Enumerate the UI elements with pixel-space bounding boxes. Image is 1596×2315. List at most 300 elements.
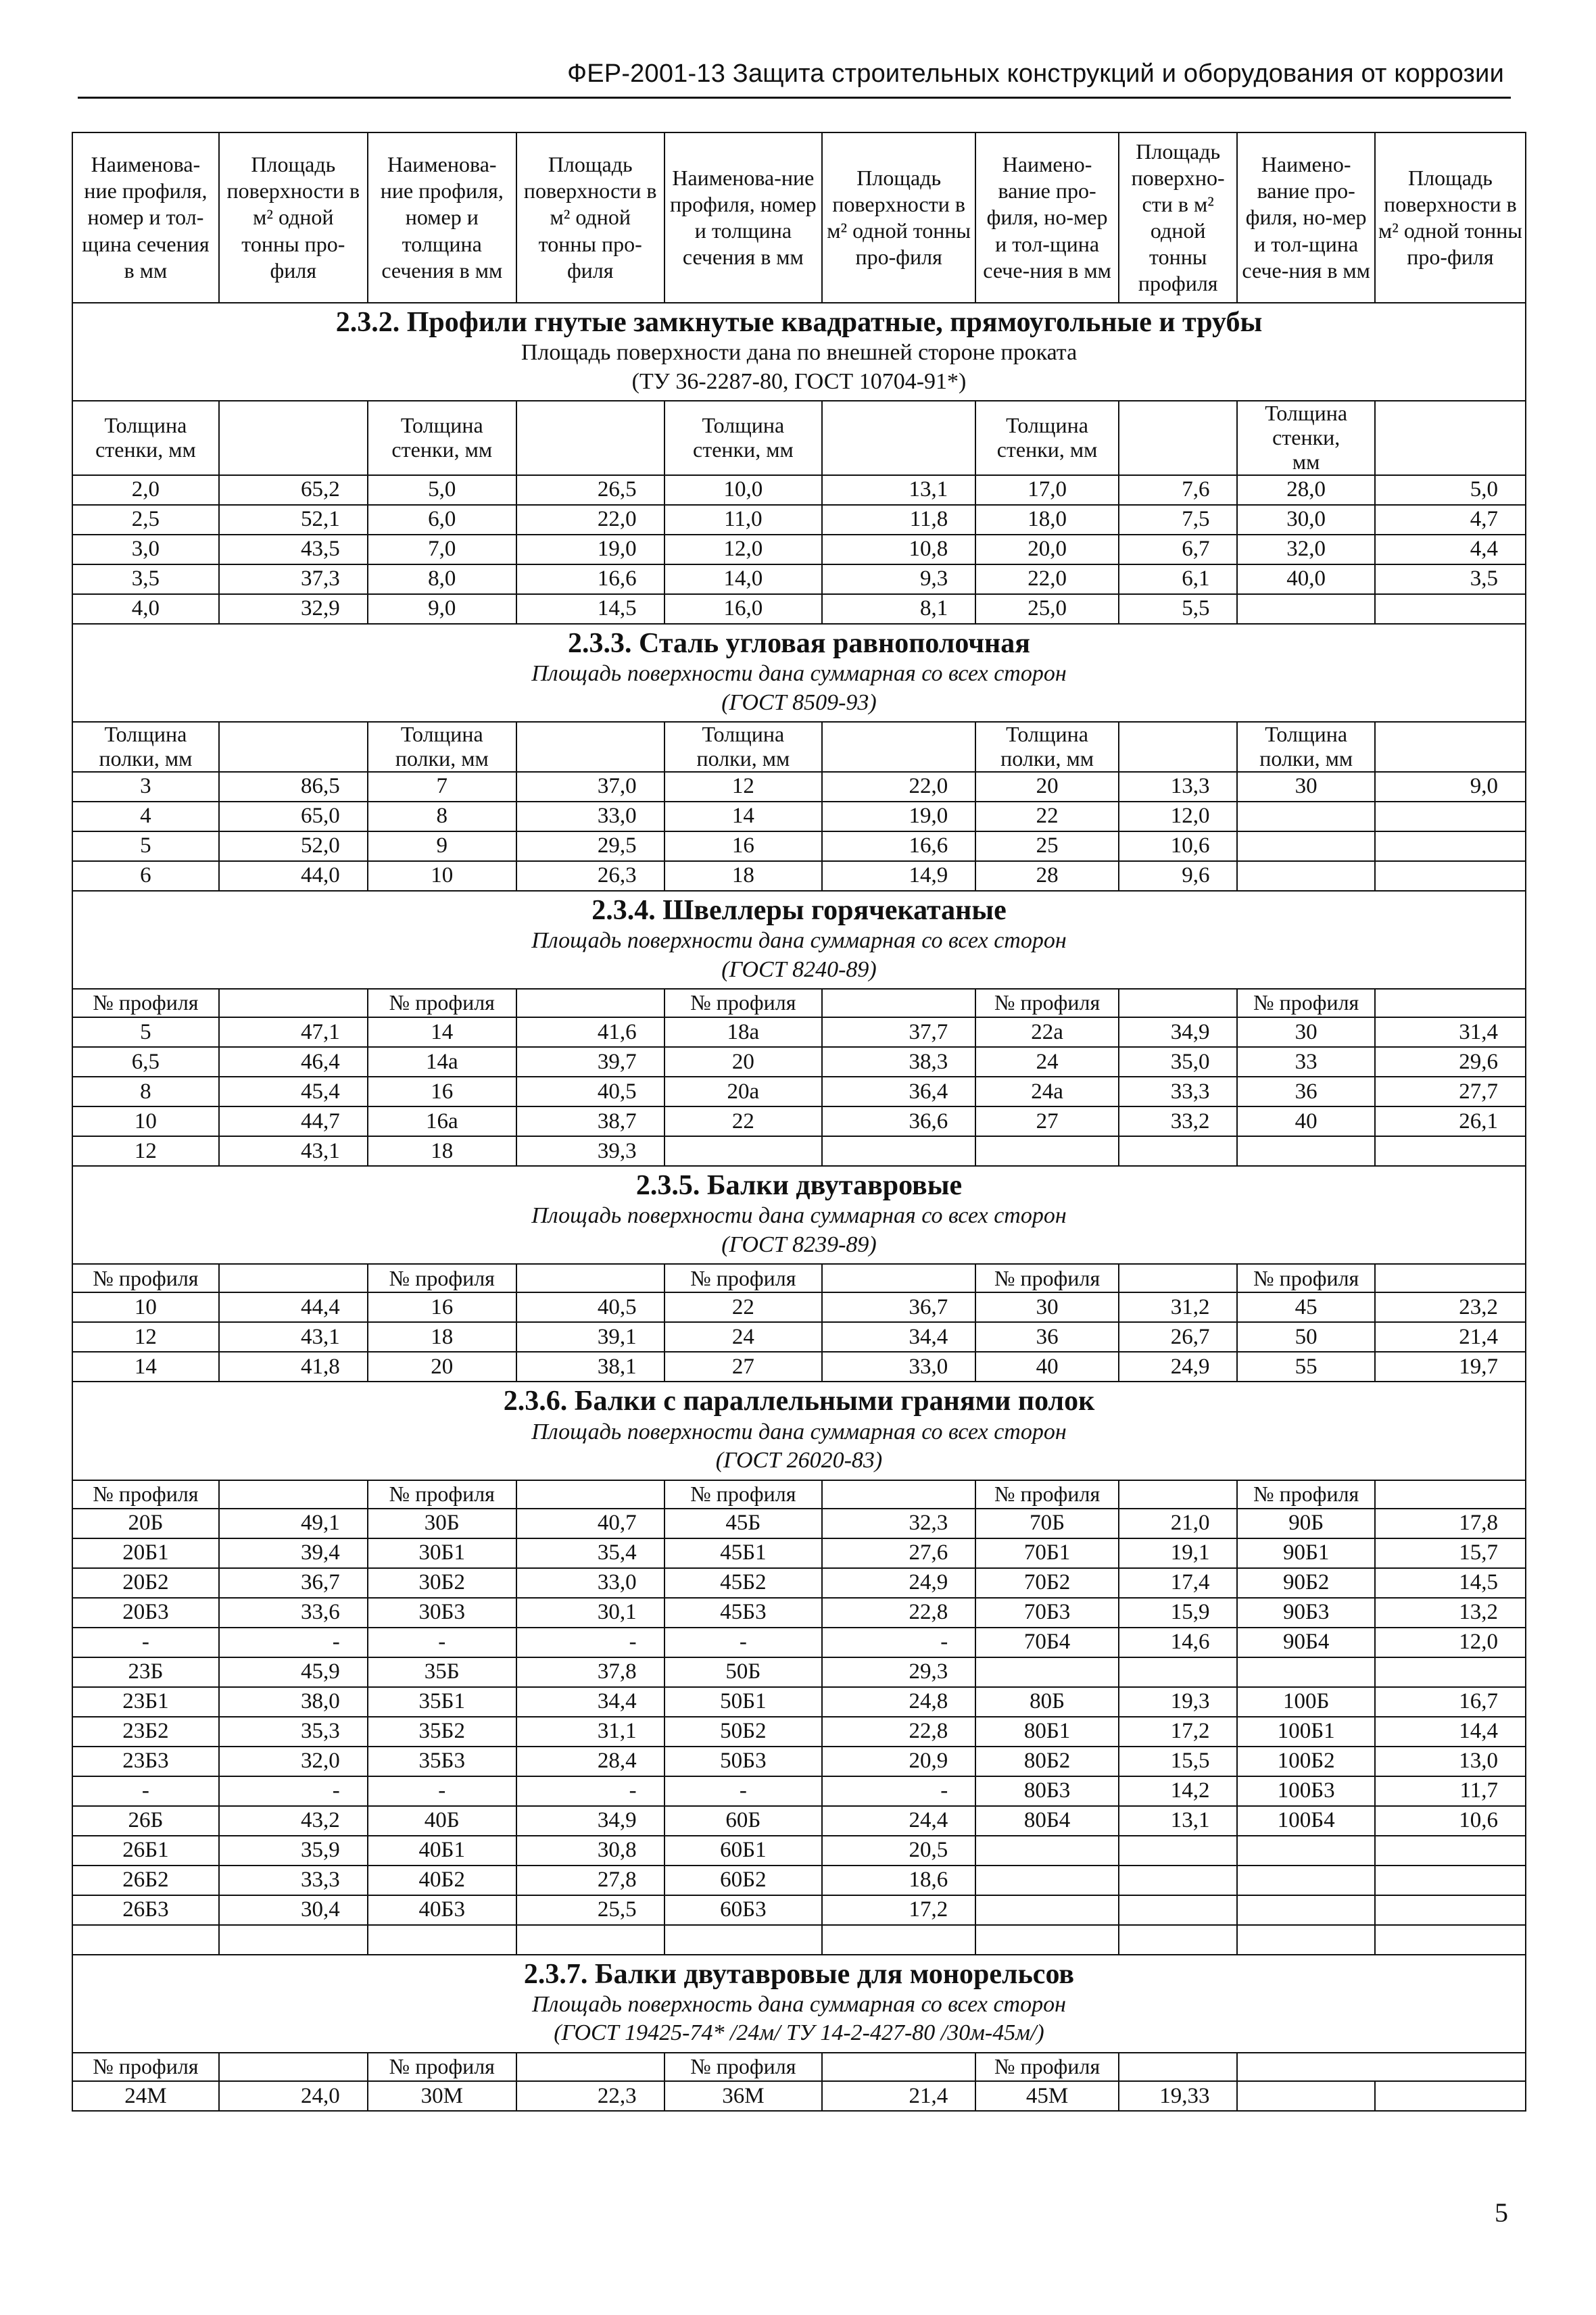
section-standard: (ГОСТ 8509-93)	[721, 689, 877, 715]
profile-cell: 70Б	[975, 1509, 1119, 1538]
profile-cell: 22,0	[975, 564, 1119, 594]
profile-cell: 17,0	[975, 475, 1119, 505]
area-cell: 41,8	[219, 1352, 368, 1382]
area-cell: 41,6	[516, 1017, 664, 1047]
area-cell: 32,3	[822, 1509, 975, 1538]
label-row	[72, 1480, 1526, 1509]
profile-cell	[72, 1925, 219, 1955]
profile-cell: 18	[368, 1322, 516, 1352]
profile-cell: 16	[664, 831, 822, 861]
area-cell: 5,0	[1375, 475, 1526, 505]
empty-cell	[516, 401, 664, 474]
profile-cell: 22а	[975, 1017, 1119, 1047]
empty-cell	[822, 1480, 975, 1509]
area-cell	[1119, 1136, 1238, 1166]
profile-cell: 30	[975, 1292, 1119, 1322]
page-number: 5	[1495, 2197, 1508, 2228]
profile-cell: 45М	[975, 2081, 1119, 2111]
profile-cell: 9,0	[368, 594, 516, 624]
profile-cell: 80Б3	[975, 1776, 1119, 1806]
table-row	[72, 1136, 1526, 1166]
profile-cell: 5,0	[368, 475, 516, 505]
profile-cell: 18	[368, 1136, 516, 1166]
area-cell: 26,7	[1119, 1322, 1238, 1352]
area-cell: 13,1	[822, 475, 975, 505]
profile-cell	[1237, 2081, 1374, 2111]
profile-cell: 20Б2	[72, 1568, 219, 1598]
profile-cell: 8,0	[368, 564, 516, 594]
table-row	[72, 861, 1526, 891]
profile-cell: 10	[72, 1292, 219, 1322]
area-cell	[1375, 802, 1526, 831]
column-label: Толщина стенки, мм	[975, 401, 1119, 474]
area-cell: 86,5	[219, 772, 368, 802]
table-row	[72, 772, 1526, 802]
area-cell: 24,4	[822, 1806, 975, 1836]
empty-cell	[516, 1264, 664, 1292]
area-cell: -	[219, 1776, 368, 1806]
area-cell: 27,6	[822, 1538, 975, 1568]
profile-cell: 80Б4	[975, 1806, 1119, 1836]
profile-cell: 30Б	[368, 1509, 516, 1538]
section-standard: (ГОСТ 8239-89)	[721, 1232, 877, 1257]
area-cell: 39,7	[516, 1047, 664, 1077]
column-label: Толщина полки, мм	[1237, 722, 1374, 772]
profile-cell: 32,0	[1237, 535, 1374, 564]
area-cell: 38,1	[516, 1352, 664, 1382]
profile-cell: 6,0	[368, 505, 516, 535]
empty-cell	[822, 1264, 975, 1292]
area-cell: 34,9	[516, 1806, 664, 1836]
profile-cell: 3,5	[72, 564, 219, 594]
area-cell: 33,6	[219, 1598, 368, 1628]
table-row	[72, 1352, 1526, 1382]
table-row	[72, 1866, 1526, 1895]
profile-cell: 80Б2	[975, 1747, 1119, 1776]
profile-cell: 90Б	[1237, 1509, 1374, 1538]
profile-cell: 20	[664, 1047, 822, 1077]
area-cell: 43,1	[219, 1322, 368, 1352]
profile-cell: 45Б2	[664, 1568, 822, 1598]
empty-cell	[219, 1480, 368, 1509]
column-header: Площадь поверхности в м² одной тонны про-филя	[822, 132, 975, 303]
table-row	[72, 1292, 1526, 1322]
section-header-row	[72, 1382, 1526, 1480]
area-cell: 23,2	[1375, 1292, 1526, 1322]
section-note: Площадь поверхности дана суммарная со всех сторон	[531, 928, 1067, 954]
area-cell: 21,4	[822, 2081, 975, 2111]
profile-cell: 27	[664, 1352, 822, 1382]
area-cell: 39,1	[516, 1322, 664, 1352]
profile-cell	[1237, 861, 1374, 891]
profile-cell: 22	[975, 802, 1119, 831]
area-cell: 19,1	[1119, 1538, 1238, 1568]
column-header: Наименова-ние профиля, номер и толщина сечения в мм	[664, 132, 822, 303]
area-cell: 21,0	[1119, 1509, 1238, 1538]
page-header	[78, 54, 1511, 99]
profile-cell: 4	[72, 802, 219, 831]
profile-cell: 40Б	[368, 1806, 516, 1836]
profile-cell: 30Б1	[368, 1538, 516, 1568]
page-header-text: ФЕР-2001-13 Защита строительных конструкций и оборудования от коррозии	[567, 59, 1504, 88]
area-cell: 20,5	[822, 1836, 975, 1866]
column-header: Площадь поверхности в м² одной тонны про-филя	[219, 132, 368, 303]
table-row	[72, 475, 1526, 505]
profile-cell: -	[72, 1776, 219, 1806]
area-cell: 27,7	[1375, 1077, 1526, 1106]
profile-cell: 90Б1	[1237, 1538, 1374, 1568]
column-label: № профиля	[368, 989, 516, 1017]
area-cell: 16,6	[516, 564, 664, 594]
label-row	[72, 2053, 1526, 2081]
profile-cell: 14	[368, 1017, 516, 1047]
area-cell: 15,7	[1375, 1538, 1526, 1568]
section-standard: (ГОСТ 19425-74* /24м/ ТУ 14-2-427-80 /30м-45м/)	[554, 2020, 1044, 2046]
empty-cell	[1375, 989, 1526, 1017]
area-cell: 31,1	[516, 1717, 664, 1747]
section-header	[72, 1955, 1526, 2053]
area-cell	[1375, 1836, 1526, 1866]
column-header: Наименова-ние профиля, номер и тол-щина сечения в мм	[72, 132, 219, 303]
table-row	[72, 1106, 1526, 1136]
area-cell	[1375, 831, 1526, 861]
profile-cell	[664, 1136, 822, 1166]
area-cell: 65,0	[219, 802, 368, 831]
column-label: № профиля	[1237, 1264, 1374, 1292]
label-row	[72, 401, 1526, 474]
profile-cell: 35Б1	[368, 1687, 516, 1717]
profile-cell: 24	[975, 1047, 1119, 1077]
column-label: Толщина полки, мм	[975, 722, 1119, 772]
area-cell: 21,4	[1375, 1322, 1526, 1352]
profile-cell: 40Б3	[368, 1895, 516, 1925]
area-cell: 15,5	[1119, 1747, 1238, 1776]
area-cell: 24,9	[1119, 1352, 1238, 1382]
profile-cell: 5	[72, 1017, 219, 1047]
empty-cell	[219, 1264, 368, 1292]
profile-cell	[975, 1895, 1119, 1925]
profile-cell: 12	[664, 772, 822, 802]
table-row	[72, 1747, 1526, 1776]
profiles-surface-area-table	[72, 132, 1526, 2112]
profile-cell: 70Б1	[975, 1538, 1119, 1568]
profile-cell: 36М	[664, 2081, 822, 2111]
empty-cell	[516, 722, 664, 772]
area-cell: 33,3	[1119, 1077, 1238, 1106]
profile-cell: 18,0	[975, 505, 1119, 535]
profile-cell: 28	[975, 861, 1119, 891]
area-cell: 22,8	[822, 1717, 975, 1747]
area-cell	[822, 1925, 975, 1955]
profile-cell: 45Б1	[664, 1538, 822, 1568]
empty-cell	[822, 722, 975, 772]
profile-cell: -	[72, 1628, 219, 1657]
profile-cell: 24М	[72, 2081, 219, 2111]
area-cell: 35,9	[219, 1836, 368, 1866]
profile-cell: 26Б1	[72, 1836, 219, 1866]
area-cell: 45,9	[219, 1657, 368, 1687]
section-header-row	[72, 624, 1526, 722]
profile-cell: -	[368, 1776, 516, 1806]
profile-cell	[1237, 1136, 1374, 1166]
area-cell: 14,5	[1375, 1568, 1526, 1598]
area-cell: 6,1	[1119, 564, 1238, 594]
area-cell: 52,0	[219, 831, 368, 861]
section-note: Площадь поверхности дана суммарная со всех сторон	[531, 661, 1067, 687]
profile-cell: 7	[368, 772, 516, 802]
empty-cell	[1375, 1264, 1526, 1292]
empty-cell	[1375, 722, 1526, 772]
column-label: № профиля	[975, 2053, 1119, 2081]
empty-cell	[1119, 722, 1238, 772]
area-cell: 17,8	[1375, 1509, 1526, 1538]
area-cell: 37,7	[822, 1017, 975, 1047]
empty-cell	[219, 989, 368, 1017]
profile-cell: 24	[664, 1322, 822, 1352]
profile-cell: 12	[72, 1322, 219, 1352]
area-cell: 18,6	[822, 1866, 975, 1895]
profile-cell: 100Б2	[1237, 1747, 1374, 1776]
profile-cell: 36	[975, 1322, 1119, 1352]
profile-cell: 9	[368, 831, 516, 861]
area-cell: 25,5	[516, 1895, 664, 1925]
profile-cell: 30,0	[1237, 505, 1374, 535]
area-cell: 27,8	[516, 1866, 664, 1895]
area-cell: 19,0	[822, 802, 975, 831]
table-row	[72, 1598, 1526, 1628]
empty-cell	[1119, 2053, 1238, 2081]
area-cell: 9,0	[1375, 772, 1526, 802]
area-cell: 20,9	[822, 1747, 975, 1776]
area-cell: 39,3	[516, 1136, 664, 1166]
section-title: 2.3.2. Профили гнутые замкнутые квадратные, прямоугольные и трубы	[335, 307, 1263, 338]
area-cell: 22,3	[516, 2081, 664, 2111]
profile-cell: 45	[1237, 1292, 1374, 1322]
profile-cell: 23Б2	[72, 1717, 219, 1747]
table-row	[72, 1657, 1526, 1687]
area-cell: 7,5	[1119, 505, 1238, 535]
area-cell: 31,4	[1375, 1017, 1526, 1047]
profile-cell	[975, 1925, 1119, 1955]
section-header	[72, 1382, 1526, 1480]
area-cell: -	[822, 1628, 975, 1657]
area-cell	[516, 1925, 664, 1955]
column-header: Наимено-вание про-филя, но-мер и тол-щина сече-ния в мм	[1237, 132, 1374, 303]
area-cell: 3,5	[1375, 564, 1526, 594]
area-cell: 17,4	[1119, 1568, 1238, 1598]
area-cell: 32,9	[219, 594, 368, 624]
profile-cell: 24а	[975, 1077, 1119, 1106]
area-cell: 33,0	[516, 802, 664, 831]
profile-cell: 25	[975, 831, 1119, 861]
table-row	[72, 1895, 1526, 1925]
profile-cell: 12,0	[664, 535, 822, 564]
profile-cell: 50Б	[664, 1657, 822, 1687]
table-row	[72, 1776, 1526, 1806]
profile-cell: -	[664, 1628, 822, 1657]
column-label: Толщина полки, мм	[368, 722, 516, 772]
area-cell: 14,6	[1119, 1628, 1238, 1657]
profile-cell: 90Б2	[1237, 1568, 1374, 1598]
area-cell	[1119, 1657, 1238, 1687]
empty-cell	[516, 2053, 664, 2081]
area-cell: -	[219, 1628, 368, 1657]
area-cell: 39,4	[219, 1538, 368, 1568]
table-row	[72, 1628, 1526, 1657]
area-cell: 34,4	[516, 1687, 664, 1717]
profile-cell: 30Б2	[368, 1568, 516, 1598]
area-cell: 12,0	[1375, 1628, 1526, 1657]
column-header: Площадь поверхности в м² одной тонны про-филя	[1375, 132, 1526, 303]
area-cell: 37,8	[516, 1657, 664, 1687]
empty-cell	[822, 401, 975, 474]
table-row	[72, 505, 1526, 535]
area-cell: 19,33	[1119, 2081, 1238, 2111]
profile-cell: 45Б3	[664, 1598, 822, 1628]
empty-cell	[822, 2053, 975, 2081]
area-cell: 26,5	[516, 475, 664, 505]
area-cell: 36,7	[822, 1292, 975, 1322]
section-note: Площадь поверхности дана суммарная со всех сторон	[531, 1203, 1067, 1229]
section-header	[72, 891, 1526, 989]
table-row	[72, 1925, 1526, 1955]
area-cell: 34,4	[822, 1322, 975, 1352]
area-cell: 13,2	[1375, 1598, 1526, 1628]
profile-cell	[1237, 1925, 1374, 1955]
column-label: № профиля	[664, 2053, 822, 2081]
area-cell: 49,1	[219, 1509, 368, 1538]
profile-cell	[975, 1136, 1119, 1166]
area-cell: 40,5	[516, 1292, 664, 1322]
area-cell: 4,4	[1375, 535, 1526, 564]
profile-cell: 12	[72, 1136, 219, 1166]
label-row	[72, 989, 1526, 1017]
profile-cell: 18а	[664, 1017, 822, 1047]
table-row	[72, 1509, 1526, 1538]
profile-cell	[664, 1925, 822, 1955]
column-header: Наименова-ние профиля, номер и толщина сечения в мм	[368, 132, 516, 303]
profile-cell: 4,0	[72, 594, 219, 624]
profile-cell	[1237, 1836, 1374, 1866]
area-cell	[1119, 1895, 1238, 1925]
area-cell	[1375, 1866, 1526, 1895]
area-cell: 29,6	[1375, 1047, 1526, 1077]
column-label: № профиля	[975, 1480, 1119, 1509]
area-cell: 65,2	[219, 475, 368, 505]
area-cell: 10,8	[822, 535, 975, 564]
profile-cell: 2,5	[72, 505, 219, 535]
section-header	[72, 303, 1526, 401]
column-label: № профиля	[664, 1480, 822, 1509]
area-cell: 33,3	[219, 1866, 368, 1895]
profile-cell: 20Б	[72, 1509, 219, 1538]
profile-cell: 40	[1237, 1106, 1374, 1136]
profile-cell: 50Б1	[664, 1687, 822, 1717]
section-title: 2.3.6. Балки с параллельными гранями полок	[503, 1386, 1095, 1417]
profile-cell: 22	[664, 1106, 822, 1136]
section-note: Площадь поверхность дана суммарная со всех сторон	[532, 1991, 1066, 2017]
section-standard: (ГОСТ 8240-89)	[721, 956, 877, 982]
area-cell: 19,7	[1375, 1352, 1526, 1382]
table-row	[72, 564, 1526, 594]
table-row	[72, 1687, 1526, 1717]
area-cell: 11,8	[822, 505, 975, 535]
area-cell: 19,3	[1119, 1687, 1238, 1717]
column-label: № профиля	[72, 2053, 219, 2081]
column-label: № профиля	[72, 1264, 219, 1292]
section-title: 2.3.3. Сталь угловая равнополочная	[568, 627, 1030, 659]
profile-cell: 36	[1237, 1077, 1374, 1106]
profile-cell: 14,0	[664, 564, 822, 594]
profile-cell	[975, 1836, 1119, 1866]
profile-cell: 60Б3	[664, 1895, 822, 1925]
profile-cell: 3,0	[72, 535, 219, 564]
area-cell: 28,4	[516, 1747, 664, 1776]
area-cell: 13,3	[1119, 772, 1238, 802]
empty-cell	[219, 2053, 368, 2081]
profile-cell	[368, 1925, 516, 1955]
section-header	[72, 1166, 1526, 1264]
area-cell: 24,8	[822, 1687, 975, 1717]
column-label: Толщина стенки, мм	[664, 401, 822, 474]
empty-cell	[219, 722, 368, 772]
section-header-row	[72, 303, 1526, 401]
profile-cell: 100Б4	[1237, 1806, 1374, 1836]
profile-cell: 16,0	[664, 594, 822, 624]
area-cell	[219, 1925, 368, 1955]
section-title: 2.3.5. Балки двутавровые	[635, 1170, 963, 1202]
area-cell: 16,6	[822, 831, 975, 861]
area-cell: 40,5	[516, 1077, 664, 1106]
area-cell: 47,1	[219, 1017, 368, 1047]
empty-cell	[516, 1480, 664, 1509]
area-cell: 14,9	[822, 861, 975, 891]
column-label: № профиля	[664, 1264, 822, 1292]
area-cell: 35,4	[516, 1538, 664, 1568]
profile-cell: 55	[1237, 1352, 1374, 1382]
column-label: № профиля	[975, 989, 1119, 1017]
section-header-row	[72, 1955, 1526, 2053]
profile-cell: 33	[1237, 1047, 1374, 1077]
area-cell: 15,9	[1119, 1598, 1238, 1628]
profile-cell: 20Б3	[72, 1598, 219, 1628]
empty-cell	[1375, 1480, 1526, 1509]
profile-cell: 60Б	[664, 1806, 822, 1836]
profile-cell: 80Б1	[975, 1717, 1119, 1747]
area-cell: 43,5	[219, 535, 368, 564]
profile-cell: 8	[368, 802, 516, 831]
profile-cell	[1237, 831, 1374, 861]
area-cell: 22,0	[822, 772, 975, 802]
area-cell: 46,4	[219, 1047, 368, 1077]
table-row	[72, 1077, 1526, 1106]
area-cell: 35,3	[219, 1717, 368, 1747]
column-header: Площадь поверхности в м² одной тонны про-филя	[516, 132, 664, 303]
area-cell: 52,1	[219, 505, 368, 535]
area-cell: 29,3	[822, 1657, 975, 1687]
profile-cell: 2,0	[72, 475, 219, 505]
area-cell	[1375, 1657, 1526, 1687]
column-label: Толщина стенки, мм	[72, 401, 219, 474]
profile-cell: 50Б3	[664, 1747, 822, 1776]
profile-cell: 45Б	[664, 1509, 822, 1538]
section-note: Площадь поверхности дана суммарная со всех сторон	[531, 1419, 1067, 1444]
area-cell: 14,2	[1119, 1776, 1238, 1806]
column-label: Толщина стенки, мм	[1237, 401, 1374, 474]
area-cell	[1375, 1925, 1526, 1955]
table-row	[72, 1568, 1526, 1598]
column-label: № профиля	[368, 1480, 516, 1509]
